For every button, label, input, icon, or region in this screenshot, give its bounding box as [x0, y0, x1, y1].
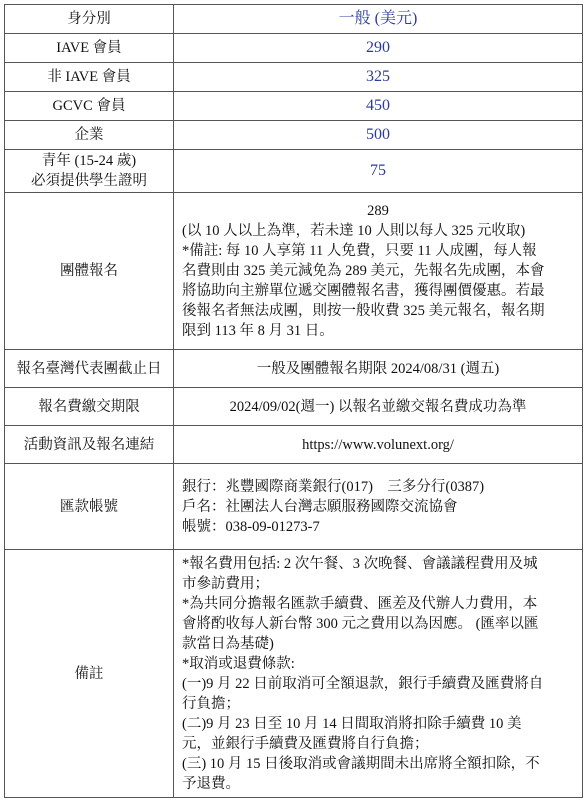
registration-link[interactable]: https://www.volunext.org/ — [174, 426, 583, 464]
link-label: 活動資訊及報名連結 — [5, 426, 174, 464]
note-line: 行負擔； — [182, 695, 240, 712]
bank-label: 匯款帳號 — [5, 464, 174, 550]
bank-row — [5, 464, 583, 550]
notes-label: 備註 — [5, 550, 174, 798]
payment-label: 報名費繳交期限 — [5, 388, 174, 426]
price-row — [5, 63, 583, 92]
bank-name: 銀行：兆豐國際商業銀行(017) 三多分行(0387) — [182, 478, 485, 495]
deadline-row — [5, 350, 583, 388]
price-row — [5, 121, 583, 150]
notes-row — [5, 550, 583, 798]
note-line: 元，並銀行手續費及匯費將自行負擔； — [182, 735, 429, 752]
notes-details — [174, 550, 583, 798]
group-line: 限到 113 年 8 月 31 日。 — [182, 323, 334, 339]
price-value: 450 — [174, 92, 583, 121]
note-line: (三) 10 月 15 日後取消或會議期間未出席將全額扣除，不 — [182, 755, 540, 772]
price-label: 企業 — [5, 121, 174, 150]
payment-row — [5, 388, 583, 426]
note-line: *為共同分擔報名匯款手續費、匯差及代辦人力費用，本 — [182, 595, 538, 612]
youth-row — [5, 150, 583, 193]
currency-header: 一般 (美元) — [174, 5, 583, 34]
group-row — [5, 193, 583, 350]
registration-fee-table — [4, 4, 583, 798]
group-line: 後報名者無法成團，則按一般收費 325 美元報名，報名期 — [182, 303, 545, 319]
price-label: GCVC 會員 — [5, 92, 174, 121]
note-line: 款當日為基礎) — [182, 635, 274, 652]
note-line: 予退費。 — [182, 775, 240, 792]
account-number: 帳號：038-09-01273-7 — [182, 518, 320, 535]
price-row — [5, 34, 583, 63]
group-line: *備註: 每 10 人享第 11 人免費，只要 11 人成團，每人報 — [182, 243, 537, 259]
link-row — [5, 426, 583, 464]
group-line: (以 10 人以上為準，若未達 10 人則以每人 325 元收取) — [182, 223, 526, 239]
group-line: 將協助向主辦單位遞交團體報名書，獲得團價優惠。若最 — [182, 283, 545, 299]
group-label: 團體報名 — [5, 193, 174, 350]
identity-header: 身分別 — [5, 5, 174, 34]
note-line: (二)9 月 23 日至 10 月 14 日間取消將扣除手續費 10 美 — [182, 715, 522, 732]
account-holder: 戶名：社團法人台灣志願服務國際交流協會 — [182, 498, 458, 515]
deadline-value: 一般及團體報名期限 2024/08/31 (週五) — [174, 350, 583, 388]
payment-value: 2024/09/02(週一) 以報名並繳交報名費成功為準 — [174, 388, 583, 426]
youth-value: 75 — [174, 150, 583, 193]
price-label: 非 IAVE 會員 — [5, 63, 174, 92]
group-price: 289 — [367, 203, 389, 219]
price-value: 500 — [174, 121, 583, 150]
bank-details — [174, 464, 583, 550]
youth-label — [5, 150, 174, 193]
note-line: *報名費用包括: 2 次午餐、3 次晚餐、會議議程費用及城 — [182, 555, 538, 572]
youth-label-age: 青年 (15-24 歲) — [41, 153, 137, 169]
note-line: 會將酌收每人新台幣 300 元之費用以為因應。 (匯率以匯 — [182, 615, 539, 632]
deadline-label: 報名臺灣代表團截止日 — [5, 350, 174, 388]
price-row — [5, 92, 583, 121]
note-line: *取消或退費條款: — [182, 655, 295, 672]
price-value: 325 — [174, 63, 583, 92]
note-line: 市參訪費用； — [182, 575, 269, 592]
table-header-row — [5, 5, 583, 34]
price-value: 290 — [174, 34, 583, 63]
group-line: 名費則由 325 美元減免為 289 美元，先報名先成團，本會 — [182, 263, 545, 279]
note-line: (一)9 月 22 日前取消可全額退款，銀行手續費及匯費將自 — [182, 675, 544, 692]
youth-label-proof: 必須提供學生證明 — [31, 173, 147, 189]
group-details — [174, 193, 583, 350]
price-label: IAVE 會員 — [5, 34, 174, 63]
